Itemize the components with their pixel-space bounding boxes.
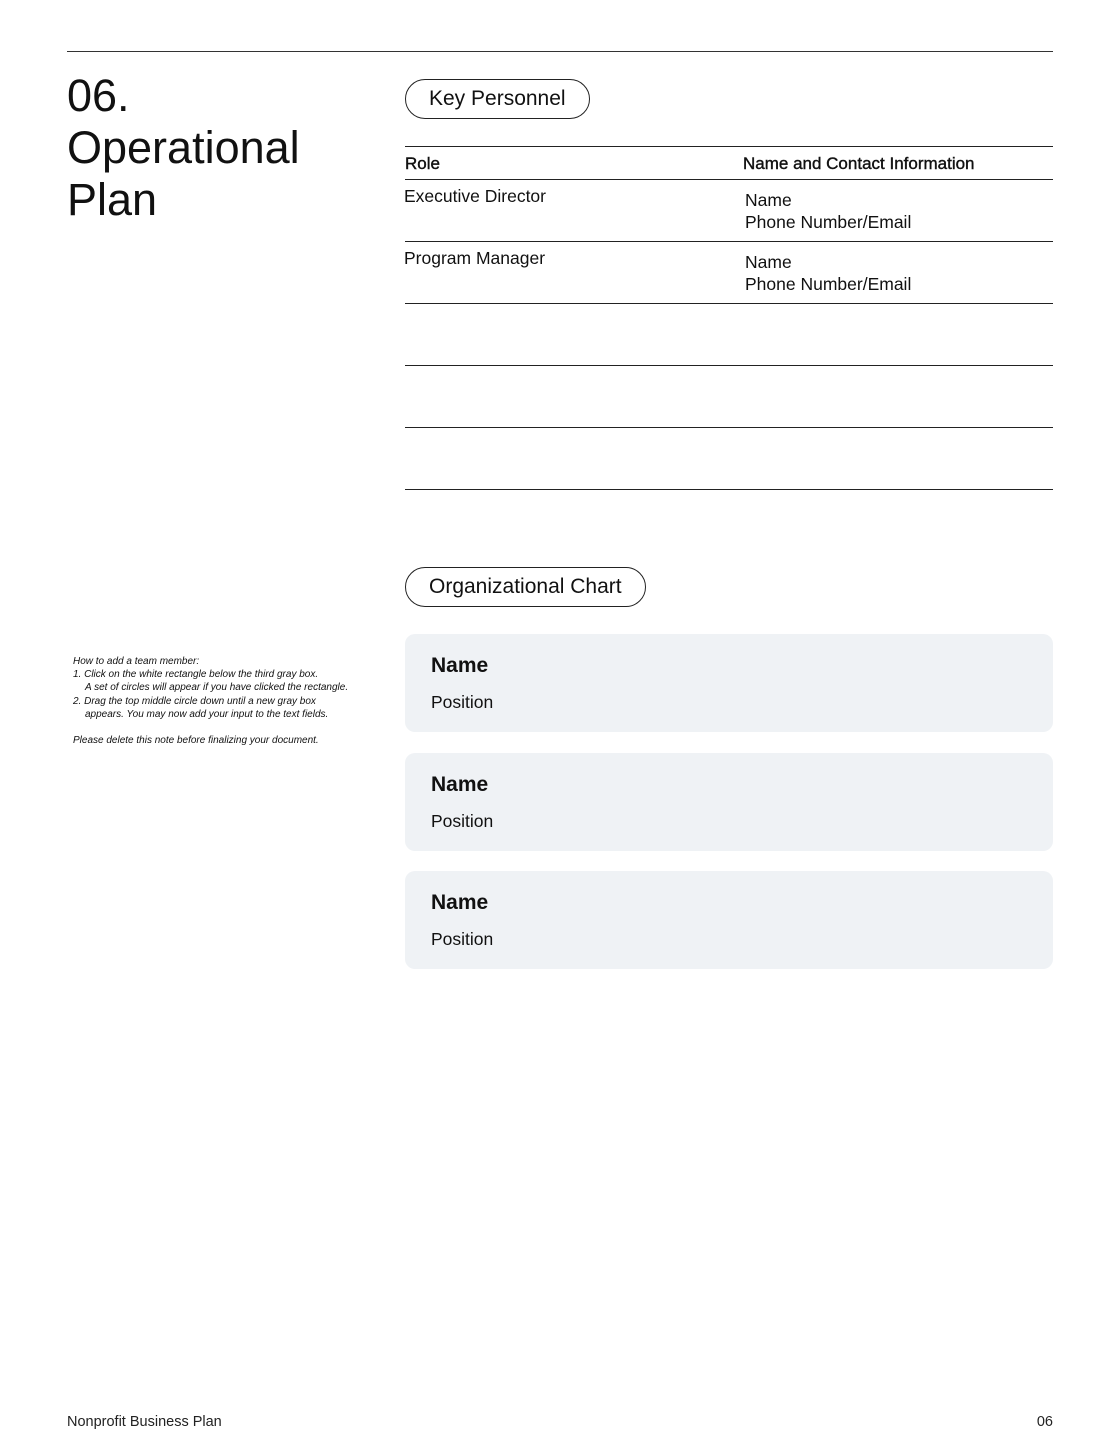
note-footer: Please delete this note before finalizing your document. [73, 735, 319, 747]
note-step1b: A set of circles will appear if you have clicked the rectangle. [85, 682, 349, 694]
key-personnel-table [405, 146, 1053, 490]
table-row[interactable] [405, 428, 1053, 490]
table-row[interactable] [405, 242, 1053, 304]
role-cell[interactable]: Executive Director [404, 186, 546, 206]
contact-name: Name [745, 252, 792, 272]
contact-cell[interactable] [745, 189, 911, 233]
header-contact: Name and Contact Information [743, 154, 975, 173]
note-step2: 2. Drag the top middle circle down until a new gray box [73, 695, 316, 707]
org-card-name[interactable]: Name [431, 773, 489, 796]
footer-document-title: Nonprofit Business Plan [67, 1414, 222, 1430]
contact-details: Phone Number/Email [745, 212, 912, 232]
role-cell[interactable]: Program Manager [404, 248, 546, 268]
table-row[interactable] [405, 180, 1053, 242]
note-step2b: appears. You may now add your input to the text fields. [85, 708, 329, 720]
footer-page-number: 06 [1036, 1414, 1053, 1430]
org-card-position[interactable]: Position [431, 929, 494, 949]
note-heading: How to add a team member: [73, 656, 200, 667]
org-card[interactable] [405, 871, 1053, 969]
note-step1: 1. Click on the white rectangle below the third gray box. [73, 669, 319, 681]
section-heading [67, 70, 367, 226]
key-personnel-pill: Key Personnel [405, 79, 590, 119]
top-divider [67, 51, 1053, 52]
org-chart-pill: Organizational Chart [405, 567, 646, 607]
section-number: 06. [67, 70, 130, 121]
contact-details: Phone Number/Email [745, 274, 912, 294]
org-card-name[interactable]: Name [431, 654, 489, 677]
org-card-position[interactable]: Position [431, 692, 494, 712]
org-card[interactable] [405, 634, 1053, 732]
contact-cell[interactable] [745, 251, 911, 295]
table-header [405, 146, 1053, 180]
header-role: Role [405, 154, 440, 173]
table-row[interactable] [405, 304, 1053, 366]
contact-name: Name [745, 190, 792, 210]
instruction-note [73, 655, 393, 747]
org-card-position[interactable]: Position [431, 811, 494, 831]
table-row[interactable] [405, 366, 1053, 428]
section-title-line1: Operational [67, 122, 300, 173]
org-card-name[interactable]: Name [431, 891, 489, 914]
org-card[interactable] [405, 753, 1053, 851]
section-title-line2: Plan [67, 174, 158, 225]
